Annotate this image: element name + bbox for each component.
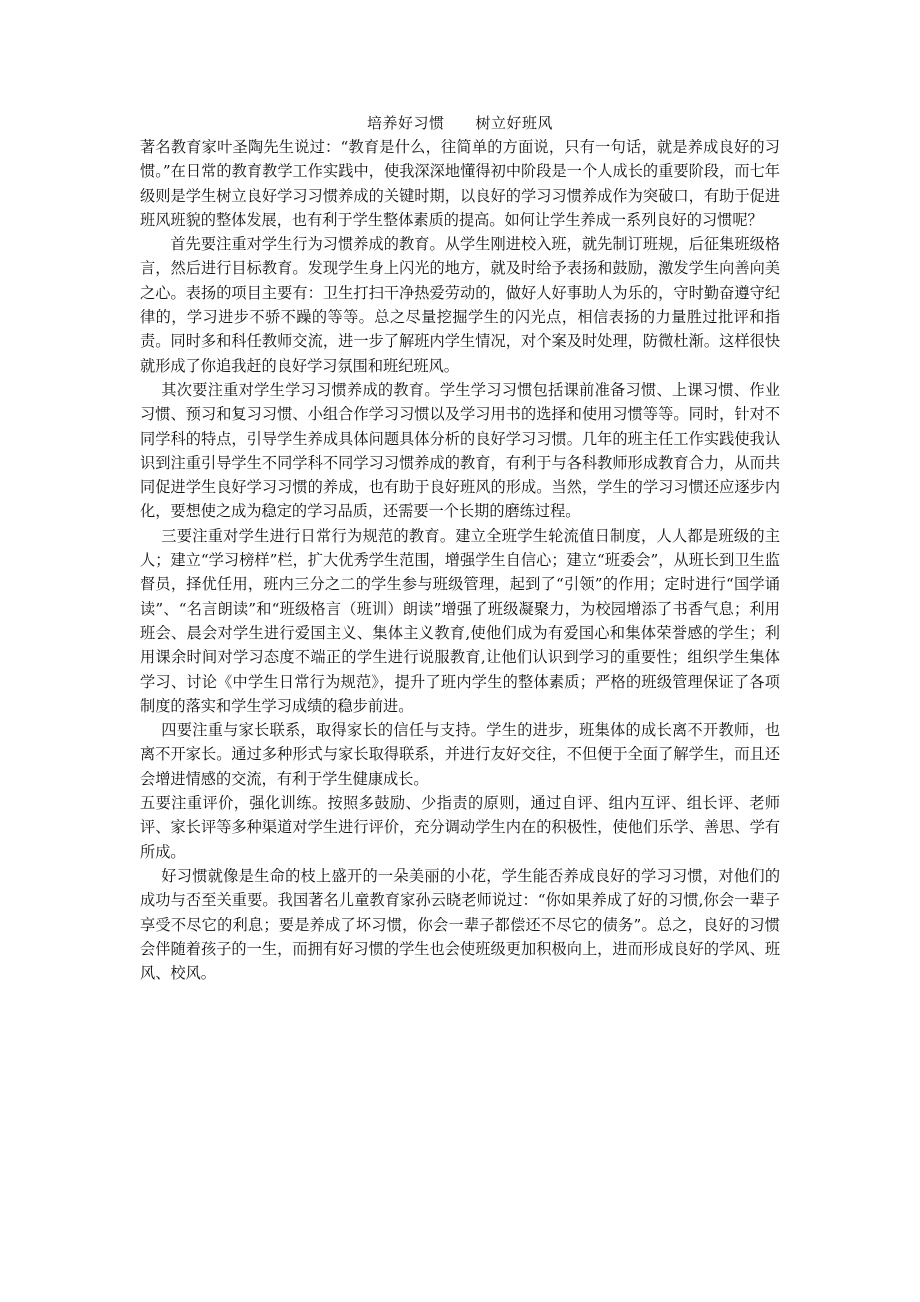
paragraph-intro: 著名教育家叶圣陶先生说过：“教育是什么，往简单的方面说，只有一句话，就是养成良好的习惯。”在日常的教育教学工作实践中，使我深深地懂得初中阶段是一个人成长的重要阶段，而七年级则是学生树立良好学习习惯养成的关键时期，以良好的学习习惯养成作为突破口，有助于促进班风班貌的整体发展，也有利于学生整体素质的提高。如何让学生养成一系列良好的习惯呢？	[140, 138, 780, 229]
paragraph-second-point: 其次要注重对学生学习习惯养成的教育。学生学习习惯包括课前准备习惯、上课习惯、作业习惯、预习和复习习惯、小组合作学习习惯以及学习用书的选择和使用习惯等等。同时，针对不同学科的特点，引导学生养成具体问题具体分析的良好学习习惯。几年的班主任工作实践使我认识到注重引导学生不同学科不同学习习惯养成的教育，有利于与各科教师形成教育合力，从而共同促进学生良好学习习惯的养成，也有助于良好班风的形成。当然，学生的学习习惯还应逐步内化，要想使之成为稳定的学习品质，还需要一个长期的磨练过程。	[140, 380, 780, 521]
paragraph-fourth-point: 四要注重与家长联系，取得家长的信任与支持。学生的进步，班集体的成长离不开教师，也离不开家长。通过多种形式与家长取得联系，并进行友好交往，不但便于全面了解学生，而且还会增进情感的交流，有利于学生健康成长。	[140, 721, 780, 788]
paragraph-third-point: 三要注重对学生进行日常行为规范的教育。建立全班学生轮流值日制度，人人都是班级的主人；建立“学习榜样”栏，扩大优秀学生范围，增强学生自信心；建立“班委会”，从班长到卫生监督员，择优任用，班内三分之二的学生参与班级管理，起到了“引领”的作用；定时进行“国学诵读”、“名言朗读”和“班级格言（班训）朗读”增强了班级凝聚力，为校园增添了书香气息；利用班会、晨会对学生进行爱国主义、集体主义教育,使他们成为有爱国心和集体荣誉感的学生；利用课余时间对学习态度不端正的学生进行说服教育,让他们认识到学习的重要性；组织学生集体学习、讨论《中学生日常行为规范》，提升了班内学生的整体素质；严格的班级管理保证了各项制度的落实和学生学习成绩的稳步前进。	[140, 526, 780, 715]
document-body	[140, 135, 780, 985]
paragraph-first-point: 首先要注重对学生行为习惯养成的教育。从学生刚进校入班，就先制订班规，后征集班级格言，然后进行目标教育。发现学生身上闪光的地方，就及时给予表扬和鼓励，激发学生向善向美之心。表扬的项目主要有：卫生打扫干净热爱劳动的，做好人好事助人为乐的，守时勤奋遵守纪律的，学习进步不骄不躁的等等。总之尽量挖掘学生的闪光点，相信表扬的力量胜过批评和指责。同时多和科任教师交流，进一步了解班内学生情况，对个案及时处理，防微杜渐。这样很快就形成了你追我赶的良好学习氛围和班纪班风。	[140, 235, 780, 375]
paragraph-fifth-point: 五要注重评价，强化训练。按照多鼓励、少指责的原则，通过自评、组内互评、组长评、老师评、家长评等多种渠道对学生进行评价，充分调动学生内在的积极性，使他们乐学、善思、学有所成。	[140, 794, 780, 861]
document-title: 培养好习惯 树立好班风	[366, 114, 553, 132]
paragraph-conclusion: 好习惯就像是生命的枝上盛开的一朵美丽的小花，学生能否养成良好的学习习惯，对他们的成功与否至关重要。我国著名儿童教育家孙云晓老师说过：“你如果养成了好的习惯,你会一辈子享受不尽它的利息；要是养成了坏习惯，你会一辈子都偿还不尽它的债务”。总之，良好的习惯会伴随着孩子的一生，而拥有好习惯的学生也会使班级更加积极向上，进而形成良好的学风、班风、校风。	[140, 866, 780, 983]
